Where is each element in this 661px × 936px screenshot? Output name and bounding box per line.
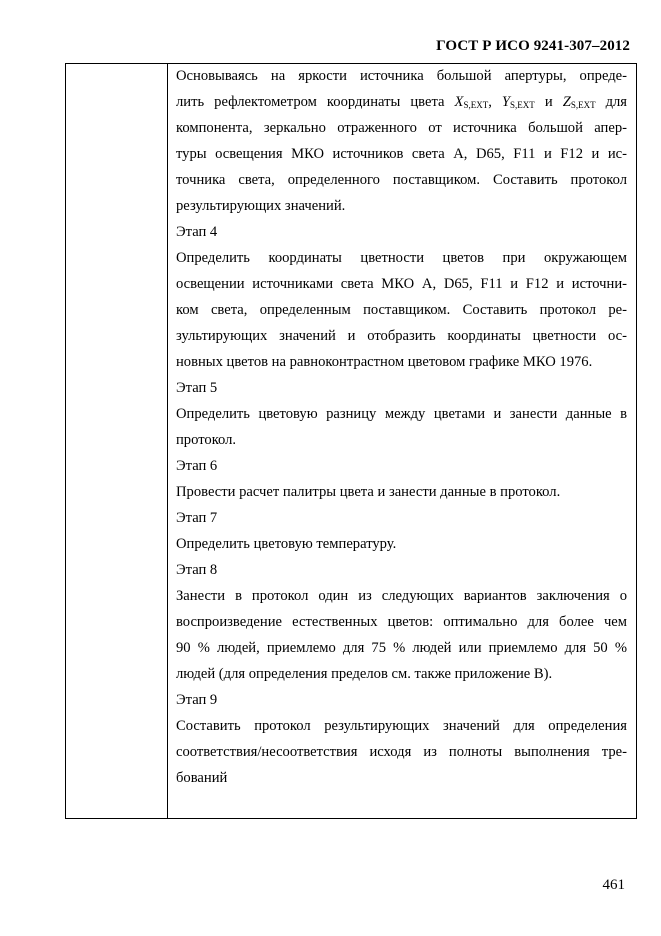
text-line: протокол. [176,432,237,448]
text-line-formula [176,89,627,115]
text-line: Определить цветовую разницу между цветами и занести данные в [176,406,627,422]
stage-label: Этап 8 [176,562,218,578]
text-line: Провести расчет палитры цвета и занести данные в протокол. [176,484,561,500]
subscript: S,EXT [510,100,535,110]
text-line: освещении источниками света МКО А, D65, F11 и F12 и источни- [176,276,627,292]
text-line: бований [176,770,228,786]
stage-label: Этап 9 [176,692,218,708]
text-line: ком света, определенным поставщиком. Составить протокол ре- [176,302,627,318]
text-line: Основываясь на яркости источника большой апертуры, опреде- [176,68,627,84]
text-fragment: для [595,94,628,110]
stage-label: Этап 6 [176,458,218,474]
text-line: Занести в протокол один из следующих вариантов заключения о [176,588,627,604]
text-line: соответствия/несоответствия исходя из полноты выполнения тре- [176,744,627,760]
stage-label: Этап 5 [176,380,218,396]
text-line: компонента, зеркально отраженного от источника большой апер- [176,120,627,136]
text-line: результирующих значений. [176,198,346,214]
text-line: точника света, определенного поставщиком. Составить протокол [176,172,627,188]
symbol-y: Y [501,94,511,110]
stage-label: Этап 7 [176,510,218,526]
text-fragment: и [534,94,563,110]
subscript: S,EXT [463,100,489,110]
text-line: воспроизведение естественных цветов: оптимально для более чем [176,614,627,630]
text-line: зультирующих значений и отобразить координаты цветности ос- [176,328,627,344]
text-fragment: , [488,94,502,110]
text-fragment: лить рефлектометром координаты цвета [176,94,455,110]
text-line: Составить протокол результирующих значений для определения [176,718,627,734]
symbol-x: X [454,94,464,110]
text-line: людей (для определения пределов см. также приложение В). [176,666,553,682]
page-number: 461 [602,877,625,893]
text-line: 90 % людей, приемлемо для 75 % людей или приемлемо для 50 % [176,640,627,656]
column-divider [167,63,168,819]
document-header: ГОСТ Р ИСО 9241-307–2012 [436,38,630,54]
text-line: новных цветов на равноконтрастном цветовом графике МКО 1976. [176,354,593,370]
text-line: Определить координаты цветности цветов при окружающем [176,250,627,266]
stage-label: Этап 4 [176,224,218,240]
subscript: S,EXT [570,100,596,110]
text-line: туры освещения МКО источников света А, D65, F11 и F12 и ис- [176,146,627,162]
text-line: Определить цветовую температуру. [176,536,397,552]
table-content-cell [176,63,627,791]
symbol-z: Z [562,94,571,110]
